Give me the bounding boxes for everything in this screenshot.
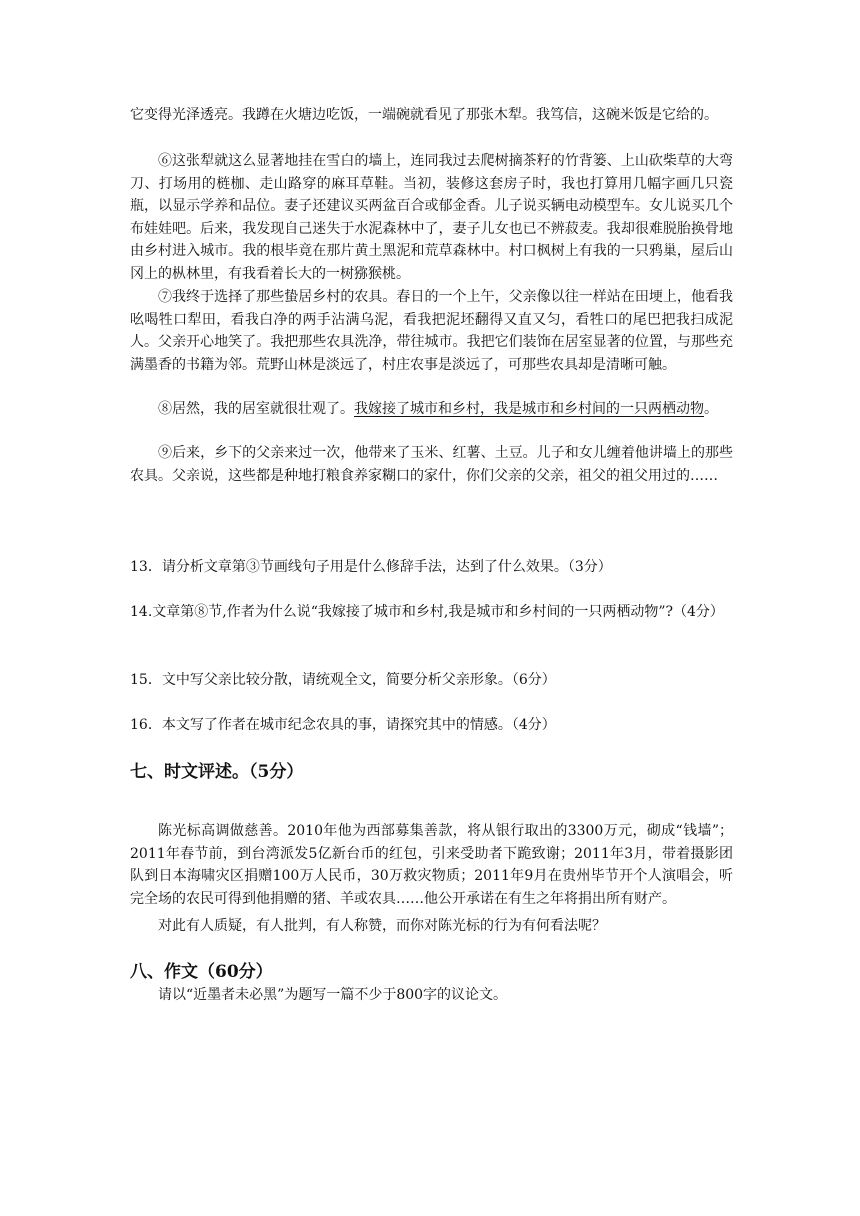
question-13: 13．请分析文章第③节画线句子用是什么修辞手法，达到了什么效果。（3分）	[130, 559, 612, 575]
section-8-title: 八、作文（60分）	[130, 962, 273, 982]
section-7-paragraph: 陈光标高调做慈善。2010年他为西部募集善款，将从银行取出的3300万元，砌成“钱墙”；2011年春节前，到台湾派发5亿新台币的红包，引来受助者下跪致谢；2011年3月，带着摄影团队到日本海啸灾区捐赠100万人民币，30万救灾物质；2011年9月在贵州毕节开个人演唱会，听完全场的农民可得到他捐赠的猪、羊或农具……他公开承诺在有生之年将捐出所有财产。	[130, 823, 733, 907]
section-7-title: 七、时文评述。（5分）	[130, 762, 304, 782]
passage-paragraph-7: ⑦我终于选择了那些蛰居乡村的农具。春日的一个上午，父亲像以往一样站在田埂上，他看我吆喝牲口犁田，看我白净的两手沾满乌泥，看我把泥坯翻得又直又匀，看牲口的尾巴把我扫成泥人。父亲开心地笑了。我把那些农具洗净，带往城市。我把它们装饰在居室显著的位置，与那些充满墨香的书籍为邻。荒野山林是淡远了，村庄农事是淡远了，可那些农具却是清晰可触。	[130, 289, 733, 373]
section-8-prompt: 请以“近墨者未必黑”为题写一篇不少于800字的议论文。	[158, 987, 508, 1003]
question-16: 16．本文写了作者在城市纪念农具的事，请探究其中的情感。（4分）	[130, 717, 556, 733]
paragraph-8-text: ⑧居然，我的居室就很壮观了。	[158, 401, 354, 417]
passage-paragraph-6: ⑥这张犁就这么显著地挂在雪白的墙上，连同我过去爬树摘茶籽的竹背篓、上山砍柴草的大弯刀、打场用的梿枷、走山路穿的麻耳草鞋。当初，装修这套房子时，我也打算用几幅字画几只瓷瓶，以显示学养和品位。妻子还建议买两盆百合或郁金香。儿子说买辆电动模型车。女儿说买几个布娃娃吧。后来，我发现自己迷失于水泥森林中了，妻子儿女也已不辨菽麦。我却很难脱胎换骨地由乡村进入城市。我的根毕竟在那片黄土黑泥和荒草森林中。村口枫树上有我的一只鸦巢，屋后山冈上的枞林里，有我看着长大的一树猕猴桃。	[130, 153, 733, 282]
section-7-question: 对此有人质疑，有人批判，有人称赞，而你对陈光标的行为有何看法呢？	[158, 918, 606, 934]
question-15: 15．文中写父亲比较分散，请统观全文，简要分析父亲形象。（6分）	[130, 672, 556, 688]
underlined-sentence: 我嫁接了城市和乡村，我是城市和乡村间的一只两栖动物	[354, 401, 704, 417]
passage-paragraph-9: ⑨后来，乡下的父亲来过一次，他带来了玉米、红薯、土豆。儿子和女儿缠着他讲墙上的那些农具。父亲说，这些都是种地打粮食养家糊口的家什，你们父亲的父亲，祖父的祖父用过的……	[130, 445, 733, 484]
paragraph-8-end: 。	[704, 401, 718, 417]
passage-paragraph-continued: 它变得光泽透亮。我蹲在火塘边吃饭，一端碗就看见了那张木犁。我笃信，这碗米饭是它给的。	[130, 107, 718, 123]
passage-paragraph-8	[130, 398, 733, 421]
question-14: 14.文章第⑧节,作者为什么说“我嫁接了城市和乡村,我是城市和乡村间的一只两栖动物”?（4分）	[130, 604, 724, 620]
